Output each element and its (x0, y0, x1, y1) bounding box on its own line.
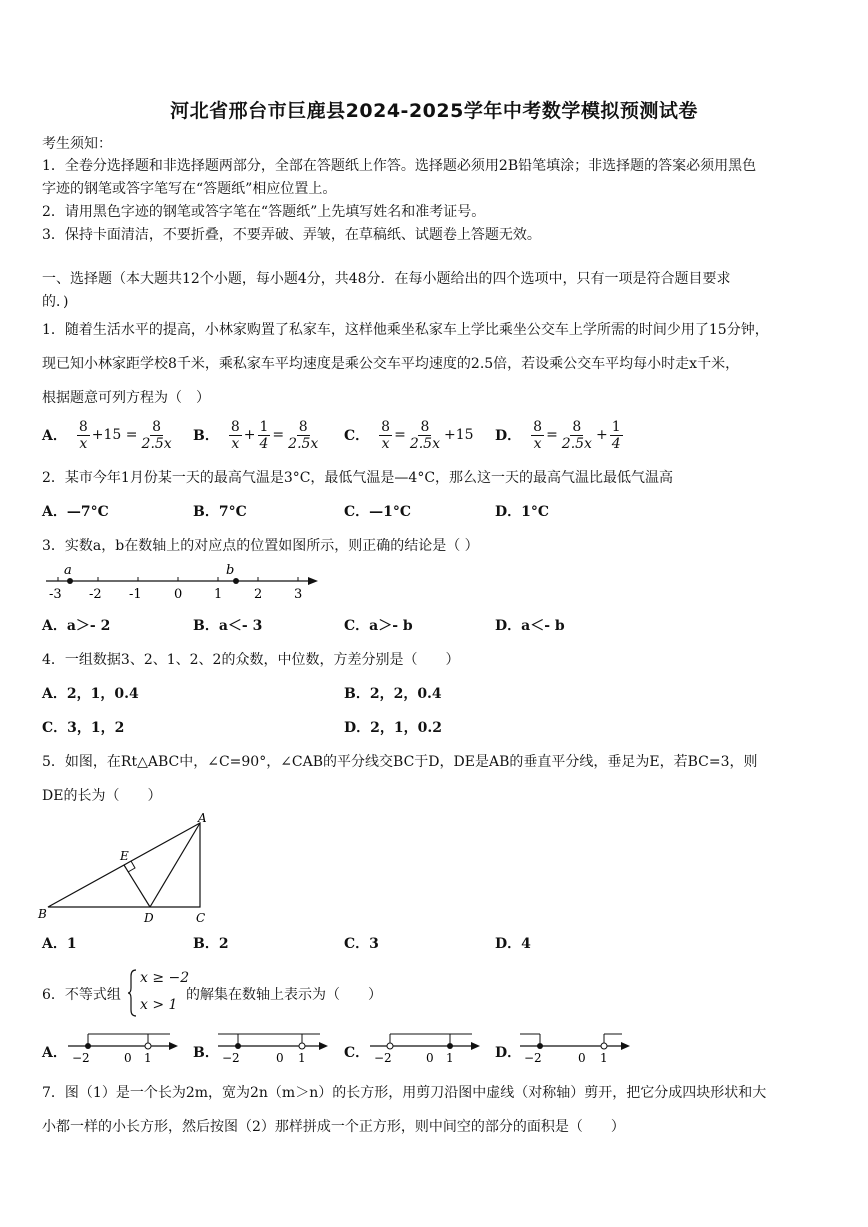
q2-option-c: C．—1°C (344, 504, 412, 520)
fraction: $\frac{8}{x}$ (78, 418, 88, 452)
fraction: $\frac{1}{4}$ (611, 418, 621, 452)
tick-label: 2 (254, 587, 263, 602)
svg-text:1: 1 (298, 1051, 306, 1065)
fraction: $\frac{8}{x}$ (381, 418, 391, 452)
q2-option-a: A．—7°C (42, 504, 109, 520)
operator: +15 = (91, 427, 138, 443)
operator: +15 (443, 427, 474, 443)
q5-stem: DE的长为（ ） (42, 788, 162, 804)
point-a (67, 578, 73, 584)
tick-label: -1 (129, 587, 142, 602)
vertex-a-label: A (198, 811, 207, 825)
point-b-label: b (226, 563, 235, 578)
svg-text:−2: −2 (72, 1051, 90, 1065)
segment-de (124, 865, 150, 907)
q2-option-d: D．1°C (495, 504, 550, 520)
fraction: $\frac{8}{x}$ (533, 418, 543, 452)
q2-stem: 2．某市今年1月份某一天的最高气温是3°C，最低气温是—4°C，那么这一天的最高气温比最低气温高 (42, 470, 674, 486)
q6-number-line-c (368, 1026, 486, 1066)
q1-stem: 根据题意可列方程为（ ） (42, 390, 210, 406)
option-label: C． (344, 428, 370, 444)
point-a-label: a (64, 563, 72, 578)
tick-label: -2 (89, 587, 102, 602)
fraction: $\frac{8}{2.5x}$ (141, 418, 172, 452)
svg-text:−2: −2 (524, 1051, 542, 1065)
q1-stem: 1．随着生活水平的提高，小林家购置了私家车，这样他乘坐私家车上学比乘坐公交车上学所需的时间少用了15分钟， (42, 322, 769, 338)
section-heading: 一、选择题（本大题共12个小题，每小题4分，共48分．在每小题给出的四个选项中，只有一项是符合题目要求 (42, 271, 731, 287)
vertex-b-label: B (38, 907, 47, 921)
vertex-c-label: C (196, 911, 206, 925)
q6-option-a-label: A． (42, 1045, 67, 1061)
q3-option-a: A．a＞- 2 (42, 618, 111, 634)
notice-heading: 考生须知： (42, 136, 112, 152)
point-b (233, 578, 239, 584)
svg-text:0: 0 (578, 1051, 586, 1065)
option-label: A． (42, 428, 67, 444)
fraction: $\frac{8}{2.5x}$ (561, 418, 592, 452)
operator: = (546, 427, 558, 443)
q6-number-line-a (66, 1026, 184, 1066)
fraction: $\frac{8}{2.5x}$ (409, 418, 440, 452)
brace-icon (128, 968, 138, 1018)
svg-text:−2: −2 (374, 1051, 392, 1065)
option-label: B． (193, 428, 219, 444)
q5-option-a: A．1 (42, 936, 77, 952)
q3-option-c: C．a＞- b (344, 618, 413, 634)
q4-option-c: C．3，1，2 (42, 720, 125, 736)
q6-option-c-label: C． (344, 1045, 370, 1061)
q3-option-b: B．a＜- 3 (193, 618, 263, 634)
notice-item: 3．保持卡面清洁，不要折叠，不要弄破、弄皱，在草稿纸、试题卷上答题无效。 (42, 227, 541, 243)
svg-text:0: 0 (124, 1051, 132, 1065)
tick-label: -3 (49, 587, 62, 602)
section-heading-cont: 的．) (42, 294, 69, 310)
svg-text:1: 1 (144, 1051, 152, 1065)
q4-option-d: D．2，1，0.2 (344, 720, 442, 736)
q3-option-d: D．a＜- b (495, 618, 565, 634)
q6-number-line-b (216, 1026, 334, 1066)
q3-number-line (40, 562, 330, 604)
svg-text:−2: −2 (222, 1051, 240, 1065)
svg-text:0: 0 (276, 1051, 284, 1065)
q6-number-line-d (518, 1026, 636, 1066)
tick-label: 0 (174, 587, 183, 602)
fraction: $\frac{8}{2.5x}$ (288, 418, 319, 452)
notice-item: 字迹的钢笔或答字笔写在“答题纸”相应位置上。 (42, 181, 337, 197)
notice-item: 2．请用黑色字迹的钢笔或答字笔在“答题纸”上先填写姓名和准考证号。 (42, 204, 486, 220)
tick-label: 3 (294, 587, 303, 602)
svg-text:1: 1 (600, 1051, 608, 1065)
operator: + (243, 427, 256, 443)
q1-option-a (42, 412, 176, 458)
notice-item: 1．全卷分选择题和非选择题两部分，全部在答题纸上作答。选择题必须用2B铅笔填涂；非选择题的答案必须用黑色 (42, 158, 757, 174)
q6-inequality-1: x ≥ −2 (140, 970, 190, 986)
q5-option-b: B．2 (193, 936, 229, 952)
q1-option-d (495, 412, 625, 458)
q5-option-c: C．3 (344, 936, 379, 952)
tick-label: 1 (214, 587, 223, 602)
svg-text:1: 1 (446, 1051, 454, 1065)
operator: = (272, 427, 285, 443)
page-title: 河北省邢台市巨鹿县2024-2025学年中考数学模拟预测试卷 (170, 100, 698, 122)
q5-triangle-figure (36, 810, 216, 928)
q2-option-b: B．7°C (193, 504, 247, 520)
q6-prefix: 6．不等式组 (42, 987, 121, 1003)
q7-stem: 7．图（1）是一个长为2m，宽为2n（m＞n）的长方形，用剪刀沿图中虚线（对称轴）剪开，把它分成四块形状和大 (42, 1085, 767, 1101)
segment-ad (150, 823, 200, 907)
svg-text:0: 0 (426, 1051, 434, 1065)
q4-option-a: A．2，1，0.4 (42, 686, 139, 702)
q5-option-d: D．4 (495, 936, 531, 952)
vertex-d-label: D (144, 911, 154, 925)
vertex-e-label: E (120, 849, 129, 863)
option-label: D． (495, 428, 522, 444)
q6-inequality-2: x > 1 (140, 997, 178, 1013)
q3-stem: 3．实数a，b在数轴上的对应点的位置如图所示，则正确的结论是（ ） (42, 538, 479, 554)
q4-option-b: B．2，2，0.4 (344, 686, 442, 702)
q1-option-b (193, 412, 322, 458)
q4-stem: 4．一组数据3、2、1、2、2的众数，中位数，方差分别是（ ） (42, 652, 460, 668)
axis-arrow (308, 577, 318, 585)
q6-option-d-label: D． (495, 1045, 522, 1061)
fraction: $\frac{1}{4}$ (259, 418, 269, 452)
q6-suffix: 的解集在数轴上表示为（ ） (186, 987, 382, 1003)
operator: = (394, 427, 406, 443)
q5-stem: 5．如图，在Rt△ABC中，∠C=90°，∠CAB的平分线交BC于D，DE是AB的垂直平分线，垂足为E，若BC=3，则 (42, 754, 758, 770)
operator: + (595, 427, 608, 443)
q1-stem: 现已知小林家距学校8千米，乘私家车平均速度是乘公交车平均速度的2.5倍，若设乘公交车平均每小时走x千米， (42, 356, 740, 372)
q7-stem: 小都一样的小长方形，然后按图（2）那样拼成一个正方形，则中间空的部分的面积是（ ） (42, 1119, 625, 1135)
q1-option-c (344, 412, 474, 458)
q6-option-b-label: B． (193, 1045, 219, 1061)
fraction: $\frac{8}{x}$ (230, 418, 240, 452)
